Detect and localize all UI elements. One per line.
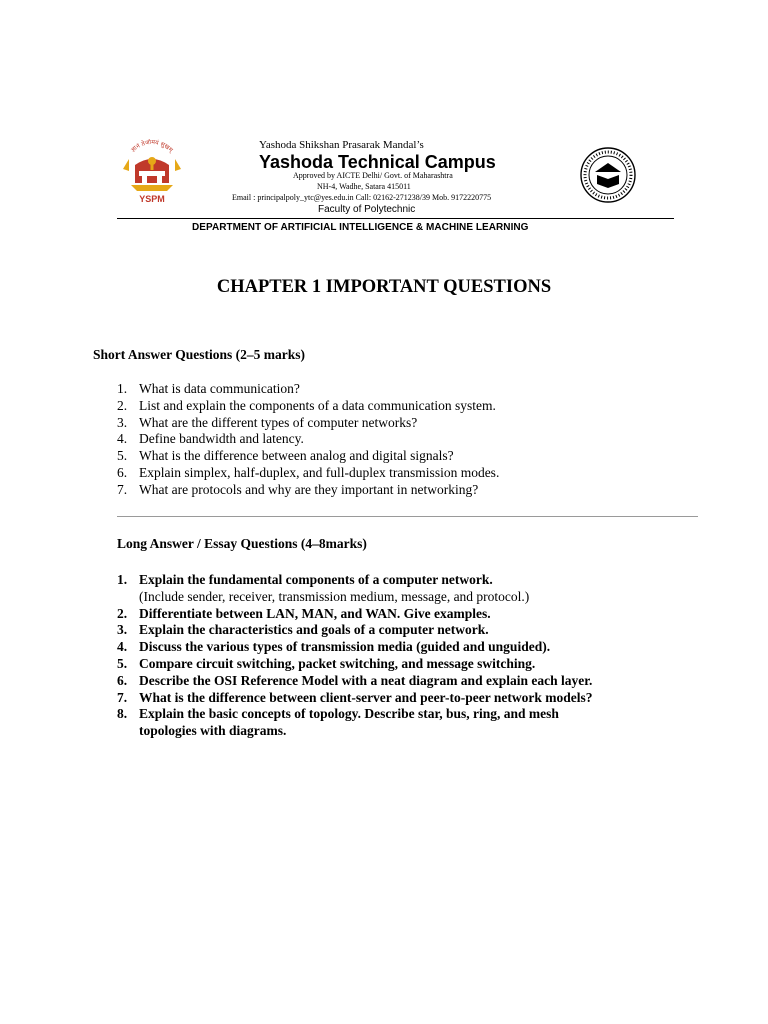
item-number: 5. bbox=[117, 448, 128, 464]
question-subtext: topologies with diagrams. bbox=[139, 723, 287, 739]
question-text: Explain simplex, half-duplex, and full-duplex transmission modes. bbox=[139, 464, 500, 480]
list-item bbox=[117, 706, 593, 740]
item-number: 2. bbox=[117, 605, 128, 621]
svg-text:YSPM: YSPM bbox=[139, 194, 165, 204]
item-number: 3. bbox=[117, 414, 128, 430]
list-item bbox=[117, 482, 499, 499]
list-item bbox=[117, 415, 499, 432]
faculty-text: Faculty of Polytechnic bbox=[318, 204, 416, 215]
item-number: 4. bbox=[117, 431, 128, 447]
item-number: 3. bbox=[117, 622, 128, 638]
list-item bbox=[117, 673, 593, 690]
item-number: 6. bbox=[117, 464, 128, 480]
item-number: 1. bbox=[117, 381, 128, 396]
list-item bbox=[117, 381, 499, 398]
question-text: Compare circuit switching, packet switching, and message switching. bbox=[139, 655, 536, 671]
question-text: Describe the OSI Reference Model with a neat diagram and explain each layer. bbox=[139, 672, 593, 688]
list-item bbox=[117, 639, 593, 656]
question-text: Explain the characteristics and goals of a computer network. bbox=[139, 622, 489, 638]
board-seal-icon bbox=[579, 146, 637, 204]
question-text: Explain the fundamental components of a computer network. bbox=[139, 572, 493, 587]
list-item bbox=[117, 572, 593, 606]
item-number: 4. bbox=[117, 639, 128, 655]
svg-text:ज्ञानं तेजोमयं सुखम्: ज्ञानं तेजोमयं सुखम् bbox=[129, 139, 175, 154]
yspm-emblem-icon bbox=[117, 139, 187, 205]
question-text: What is data communication? bbox=[139, 381, 300, 396]
item-number: 5. bbox=[117, 655, 128, 671]
mandal-name: Yashoda Shikshan Prasarak Mandal’s bbox=[259, 139, 424, 151]
question-text: List and explain the components of a data communication system. bbox=[139, 397, 496, 413]
question-text: What are the different types of computer networks? bbox=[139, 414, 418, 430]
question-text: Discuss the various types of transmission media (guided and unguided). bbox=[139, 639, 551, 655]
item-number: 7. bbox=[117, 481, 128, 497]
list-item bbox=[117, 465, 499, 482]
list-item bbox=[117, 622, 593, 639]
page-title: CHAPTER 1 IMPORTANT QUESTIONS bbox=[216, 277, 552, 297]
item-number: 2. bbox=[117, 397, 128, 413]
short-question-list bbox=[117, 381, 499, 499]
header-divider bbox=[117, 218, 674, 219]
approval-text: Approved by AICTE Delhi/ Govt. of Maharashtra bbox=[293, 171, 453, 180]
list-item bbox=[117, 656, 593, 673]
department-name: DEPARTMENT OF ARTIFICIAL INTELLIGENCE & MACHINE LEARNING bbox=[192, 222, 529, 233]
item-number: 8. bbox=[117, 706, 128, 722]
section-divider bbox=[117, 516, 698, 517]
contact-text: Email : principalpoly_ytc@yes.edu.in Call: 02162-271238/39 Mob. 9172220775 bbox=[232, 193, 492, 202]
address-text: NH-4, Wadhe, Satara 415011 bbox=[317, 182, 411, 191]
long-question-list bbox=[117, 572, 593, 740]
item-number: 6. bbox=[117, 672, 128, 688]
list-item bbox=[117, 431, 499, 448]
list-item bbox=[117, 606, 593, 623]
campus-name: Yashoda Technical Campus bbox=[259, 152, 496, 172]
item-number: 7. bbox=[117, 689, 128, 705]
question-text: Explain the basic concepts of topology. Describe star, bus, ring, and mesh bbox=[139, 706, 559, 722]
question-text: What are protocols and why are they important in networking? bbox=[139, 481, 479, 497]
question-text: What is the difference between analog and digital signals? bbox=[139, 448, 454, 464]
question-text: What is the difference between client-server and peer-to-peer network models? bbox=[139, 689, 593, 705]
long-section-heading: Long Answer / Essay Questions (4–8marks) bbox=[117, 536, 367, 551]
list-item bbox=[117, 398, 499, 415]
list-item bbox=[117, 690, 593, 707]
question-text: Differentiate between LAN, MAN, and WAN. Give examples. bbox=[139, 605, 491, 621]
short-section-heading: Short Answer Questions (2–5 marks) bbox=[93, 347, 306, 362]
list-item bbox=[117, 448, 499, 465]
question-text: Define bandwidth and latency. bbox=[139, 431, 304, 447]
question-subtext: (Include sender, receiver, transmission medium, message, and protocol.) bbox=[139, 588, 530, 604]
item-number: 1. bbox=[117, 572, 128, 587]
